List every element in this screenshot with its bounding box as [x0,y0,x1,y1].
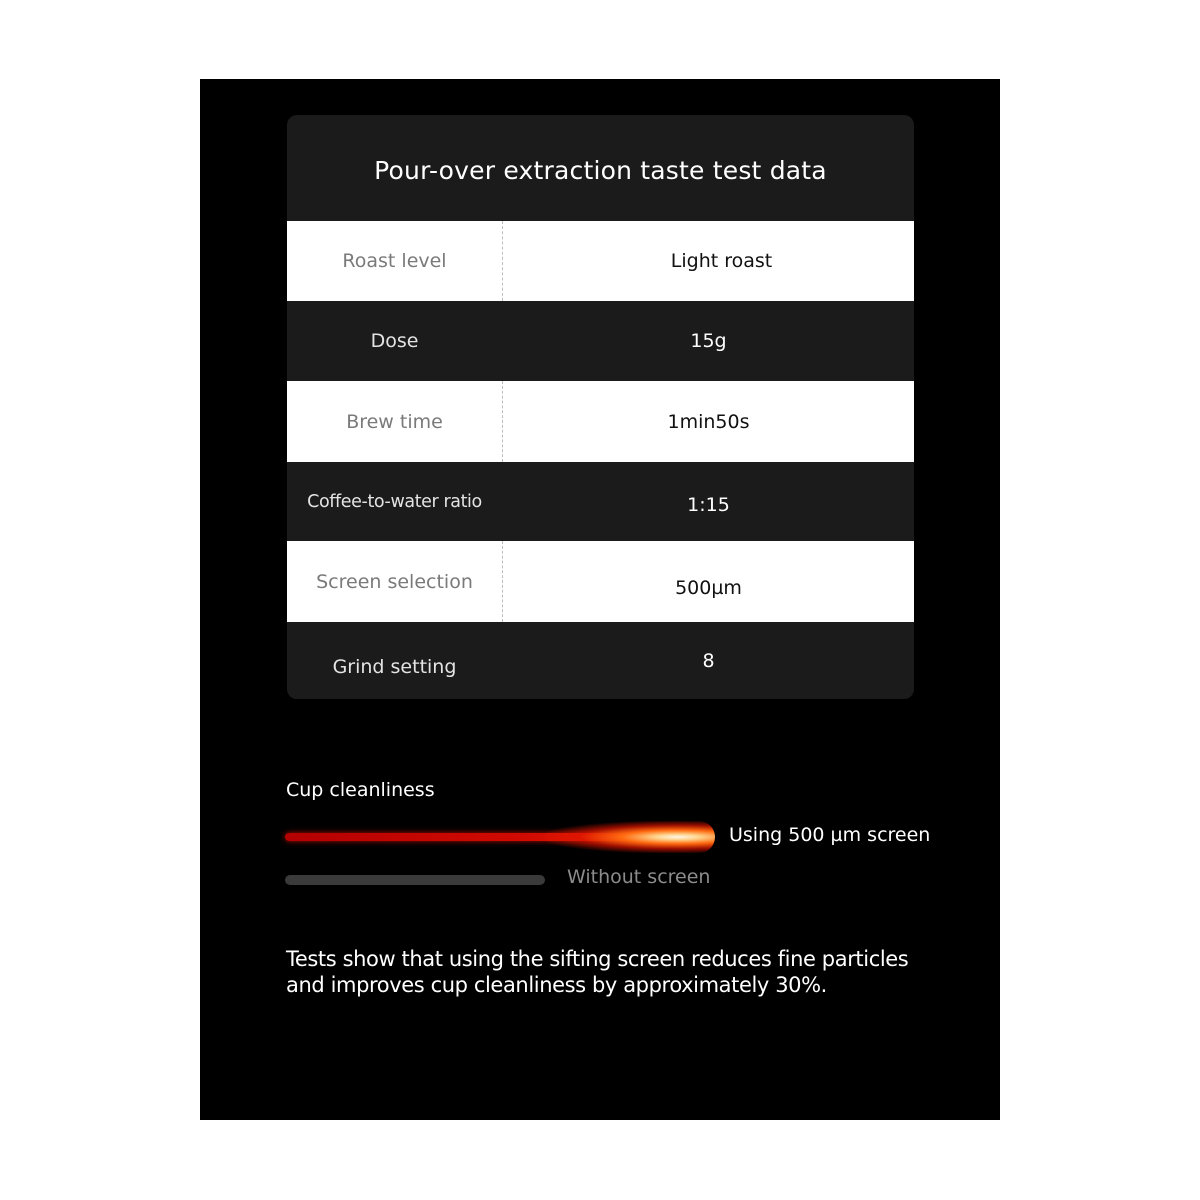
row-label: Screen selection [287,541,503,622]
row-label: Dose [370,330,419,352]
row-value: 8 [702,649,715,672]
row-value: 15g [690,330,727,352]
row-value: Light roast [670,250,773,272]
with-screen-label: Using 500 µm screen [729,824,931,846]
without-screen-bar [285,875,545,885]
with-screen-bar-glow [545,821,715,853]
table-row-screen-selection [287,541,914,622]
table-row-ratio [287,462,914,541]
without-screen-label: Without screen [567,866,711,888]
taste-test-table [287,115,914,699]
table-title: Pour-over extraction taste test data [374,156,827,185]
row-label: Grind setting [332,655,457,678]
summary-text: Tests show that using the sifting screen reduces fine particles and improves cup cleanliness by approximately 30%. [286,947,909,997]
row-value: 1:15 [687,493,730,516]
row-label: Brew time [287,381,503,462]
content-panel [200,79,1000,1120]
with-screen-bar [285,821,715,853]
row-label: Coffee-to-water ratio [307,491,482,512]
row-value: 1min50s [667,410,750,433]
cup-cleanliness-heading: Cup cleanliness [286,779,435,801]
table-row-grind-setting [287,622,914,699]
table-row-dose [287,301,914,381]
table-row-brew-time [287,381,914,462]
row-label: Roast level [287,221,503,301]
table-row-roast-level [287,221,914,301]
row-value: 500µm [675,576,742,599]
